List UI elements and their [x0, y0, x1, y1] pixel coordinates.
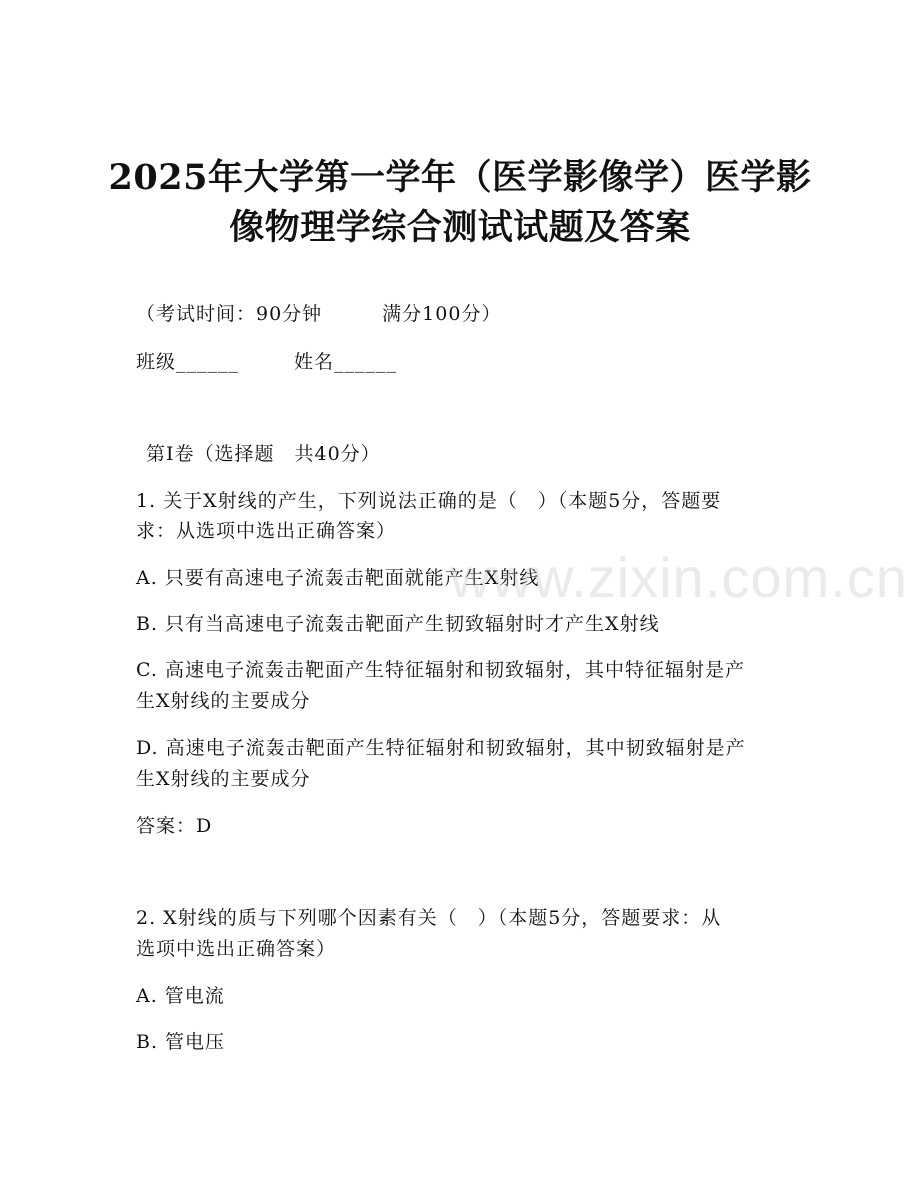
watermark-text: www.zixin.com.cn	[450, 546, 908, 609]
exam-time-score: （考试时间：90分钟 满分100分）	[136, 303, 502, 325]
option-b: B. 管电压	[136, 1031, 226, 1053]
answer-text: 答案：D	[136, 815, 213, 837]
section-heading: 第Ⅰ卷（选择题 共40分）	[146, 443, 381, 465]
question-stem-continued: 求：从选项中选出正确答案）	[136, 520, 397, 542]
class-field-label: 班级______	[136, 351, 240, 373]
option-a: A. 只要有高速电子流轰击靶面就能产生X射线	[136, 567, 540, 589]
option-c-continued: 生X射线的主要成分	[136, 690, 311, 712]
option-a: A. 管电流	[136, 985, 225, 1007]
question-stem: 1. 关于X射线的产生，下列说法正确的是（ ）（本题5分，答题要	[136, 490, 722, 512]
document-title-line1: 2025年大学第一学年（医学影像学）医学影	[108, 157, 812, 198]
document-title-line2: 像物理学综合测试试题及答案	[229, 207, 691, 248]
question-stem: 2. X射线的质与下列哪个因素有关（ ）（本题5分，答题要求：从	[136, 907, 722, 929]
option-c: C. 高速电子流轰击靶面产生特征辐射和韧致辐射，其中特征辐射是产	[136, 659, 745, 681]
option-b: B. 只有当高速电子流轰击靶面产生韧致辐射时才产生X射线	[136, 613, 660, 635]
question-stem-continued: 选项中选出正确答案）	[136, 938, 337, 960]
option-d: D. 高速电子流轰击靶面产生特征辐射和韧致辐射，其中韧致辐射是产	[136, 737, 746, 759]
option-d-continued: 生X射线的主要成分	[136, 768, 311, 790]
name-field-label: 姓名______	[294, 351, 398, 373]
